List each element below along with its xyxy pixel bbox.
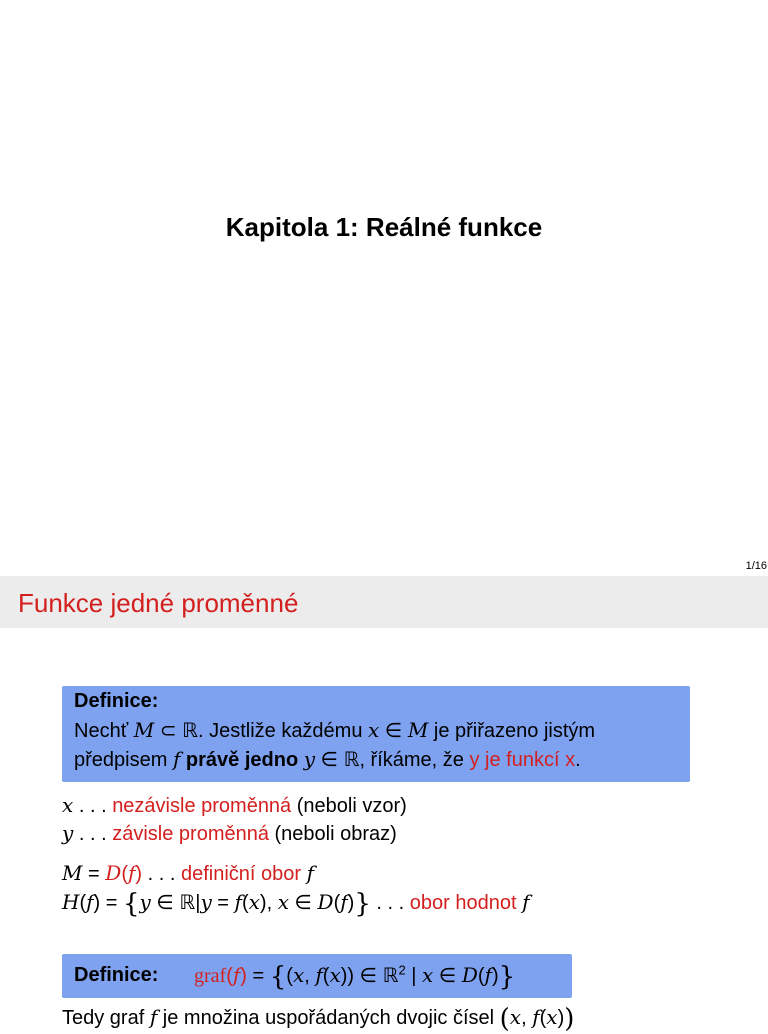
domain-line: M = D(f) . . . definiční obor f	[62, 861, 315, 885]
frame-title-bar	[0, 576, 768, 628]
definition-line-2: předpisem f právě jedno y ∈ ℝ, říkáme, že y je funkcí x.	[74, 747, 581, 771]
highlight-text: y je funkcí x	[469, 749, 576, 771]
graph-formula: graf(f) = {(x, f(x)) ∈ ℝ$^2$ | x ∈ D(f)}	[194, 962, 516, 992]
graph-explanation-line: Tedy graf f je množina uspořádaných dvojic čísel (x, f(x))	[62, 1004, 575, 1034]
dependent-variable-line: y . . . závisle proměnná (neboli obraz)	[62, 821, 397, 845]
page-number: 1/16	[745, 560, 767, 572]
chapter-title: Kapitola 1: Reálné funkce	[225, 212, 543, 242]
frame-title: Funkce jedné proměnné	[18, 588, 299, 618]
independent-variable-line: x . . . nezávisle proměnná (neboli vzor)	[62, 793, 407, 817]
definition-line-1: Nechť M ⊂ ℝ. Jestliže každému x ∈ M je přiřazeno jistým	[74, 718, 596, 742]
definition-heading: Definice:	[74, 964, 159, 986]
definition-box	[62, 686, 690, 782]
content-slide	[0, 576, 768, 1034]
range-line: H(f) = {y ∈ ℝ|y = f(x), x ∈ D(f)} . . . obor hodnot f	[62, 889, 530, 919]
definition-heading: Definice:	[74, 690, 159, 712]
graph-definition-box	[62, 954, 572, 998]
